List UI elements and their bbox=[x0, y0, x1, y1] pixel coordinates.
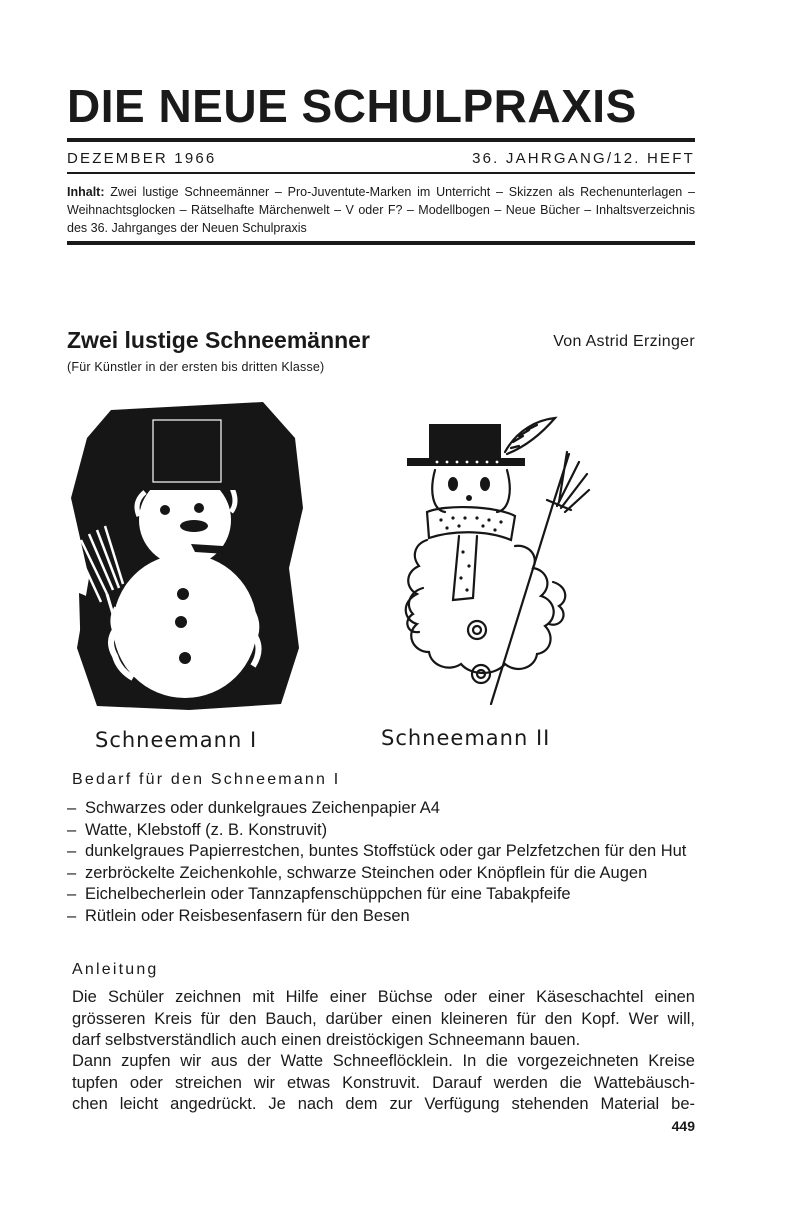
list-item: – Eichelbecherlein oder Tannzapfenschüppchen für eine Tabakpfeife bbox=[67, 884, 695, 906]
masthead-rule bbox=[67, 138, 695, 142]
instructions-paragraph-one bbox=[72, 987, 695, 1052]
text-line: Dann zupfen wir aus der Watte Schneeflöcklein. In die vorgezeichneten Kreise bbox=[72, 1052, 695, 1070]
issue-volume: 36. JAHRGANG/12. HEFT bbox=[472, 150, 695, 167]
list-item: – Schwarzes oder dunkelgraues Zeichenpapier A4 bbox=[67, 798, 695, 820]
snowman-two-illustration bbox=[367, 412, 599, 712]
text-line: chen leicht angedrückt. Je nach dem zur Verfügung stehenden Material be- bbox=[72, 1095, 695, 1113]
issue-date: DEZEMBER 1966 bbox=[67, 150, 217, 167]
table-of-contents bbox=[67, 183, 695, 237]
caption-snowman-two: Schneemann II bbox=[381, 726, 551, 750]
text-line: tupfen oder streichen wir etwas Konstruvit. Darauf werden die Wattebäusch- bbox=[72, 1073, 695, 1092]
article-author: Von Astrid Erzinger bbox=[553, 333, 695, 350]
contents-rule bbox=[67, 241, 695, 245]
snowman-one-illustration bbox=[67, 398, 307, 714]
article-subtitle: (Für Künstler in der ersten bis dritten Klasse) bbox=[67, 360, 325, 374]
masthead-title: DIE NEUE SCHULPRAXIS bbox=[67, 80, 637, 132]
text-line: darf selbstverständlich auch einen dreistöckigen Schneemann bauen. bbox=[72, 1031, 581, 1049]
article-title: Zwei lustige Schneemänner bbox=[67, 327, 370, 353]
text-line: grösseren Kreis für den Bauch, darüber einen kleineren für den Kopf. Wer will, bbox=[72, 1009, 695, 1028]
list-item: – Rütlein oder Reisbesenfasern für den Besen bbox=[67, 906, 695, 928]
materials-heading: Bedarf für den Schneemann I bbox=[72, 771, 341, 788]
issue-rule bbox=[67, 172, 695, 174]
issue-info bbox=[67, 150, 695, 167]
contents-text: Zwei lustige Schneemänner – Pro-Juventute-Marken im Unterricht – Skizzen als Rechenunterlagen – Weihnachtsglocken – Rätselhafte Märchenwelt – V oder F? – Modellbogen – Neue Bücher – Inhaltsverzeichnis des 36. Jahrganges der Neuen Schulpraxis bbox=[67, 185, 695, 235]
list-item: – Watte, Klebstoff (z. B. Konstruvit) bbox=[67, 820, 695, 842]
caption-snowman-one: Schneemann I bbox=[95, 728, 258, 752]
instructions-paragraph-two bbox=[72, 1051, 695, 1116]
list-item: – zerbröckelte Zeichenkohle, schwarze Steinchen oder Knöpflein für die Augen bbox=[67, 863, 695, 885]
materials-list bbox=[67, 798, 695, 927]
page-number: 449 bbox=[671, 1118, 695, 1134]
list-item: – dunkelgraues Papierrestchen, buntes Stoffstück oder gar Pelzfetzchen für den Hut bbox=[67, 841, 695, 863]
contents-label: Inhalt: bbox=[67, 185, 105, 199]
instructions-heading: Anleitung bbox=[72, 961, 159, 978]
text-line: Die Schüler zeichnen mit Hilfe einer Büchse oder einer Käseschachtel einen bbox=[72, 988, 695, 1006]
